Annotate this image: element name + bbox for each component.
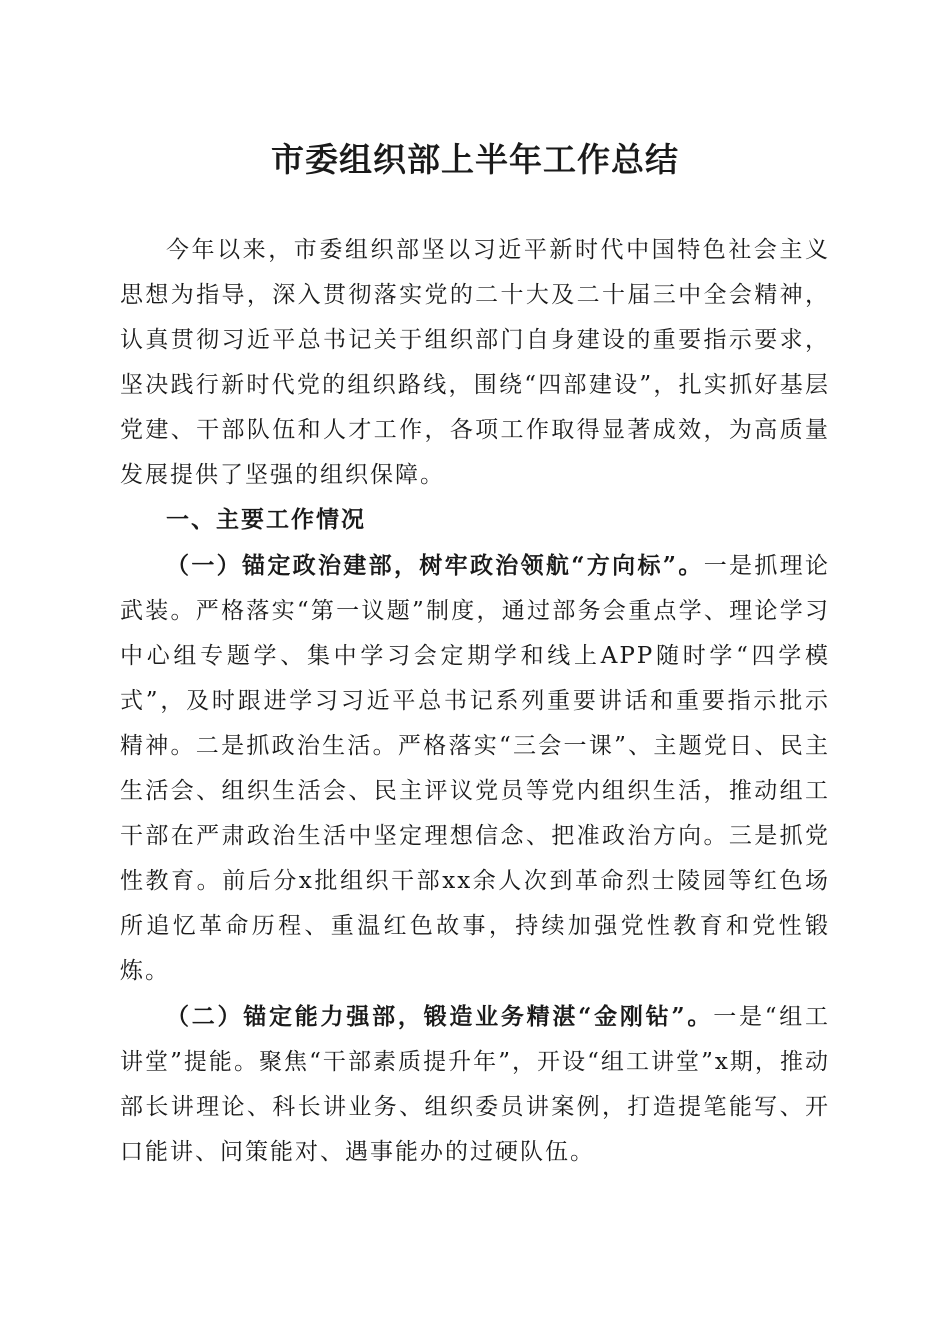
item-lead-1: （一）锚定政治建部，树牢政治领航“方向标”。 [166, 552, 704, 579]
item-body-2: 一是“组工讲堂”提能。聚焦“干部素质提升年”，开设“组工讲堂”x期，推动部长讲理论、科长讲业务、组织委员讲案例，打造提笔能写、开口能讲、问策能对、遇事能办的过硬队伍。 [120, 1004, 830, 1165]
item-paragraph-2 [120, 994, 830, 1175]
section-heading: 一、主要工作情况 [166, 507, 366, 533]
item-body-1: 一是抓理论武装。严格落实“第一议题”制度，通过部务会重点学、理论学习中心组专题学、集中学习会定期学和线上APP随时学“四学模式”，及时跟进学习习近平总书记系列重要讲话和重要指示批示精神。二是抓政治生活。严格落实“三会一课”、主题党日、民主生活会、组织生活会、民主评议党员等党内组织生活，推动组工干部在严肃政治生活中坚定理想信念、把准政治方向。三是抓党性教育。前后分x批组织干部xx余人次到革命烈士陵园等红色场所追忆革命历程、重温红色故事，持续加强党性教育和党性锻炼。 [120, 553, 830, 984]
item-lead-2: （二）锚定能力强部，锻造业务精湛“金刚钻”。 [166, 1003, 714, 1030]
item-paragraph-1 [120, 543, 830, 994]
intro-paragraph: 今年以来，市委组织部坚以习近平新时代中国特色社会主义思想为指导，深入贯彻落实党的二十大及二十届三中全会精神，认真贯彻习近平总书记关于组织部门自身建设的重要指示要求，坚决践行新时代党的组织路线，围绕“四部建设”，扎实抓好基层党建、干部队伍和人才工作，各项工作取得显著成效，为高质量发展提供了坚强的组织保障。 [120, 237, 830, 488]
document-title: 市委组织部上半年工作总结 [271, 140, 679, 179]
document-body [120, 228, 830, 1175]
